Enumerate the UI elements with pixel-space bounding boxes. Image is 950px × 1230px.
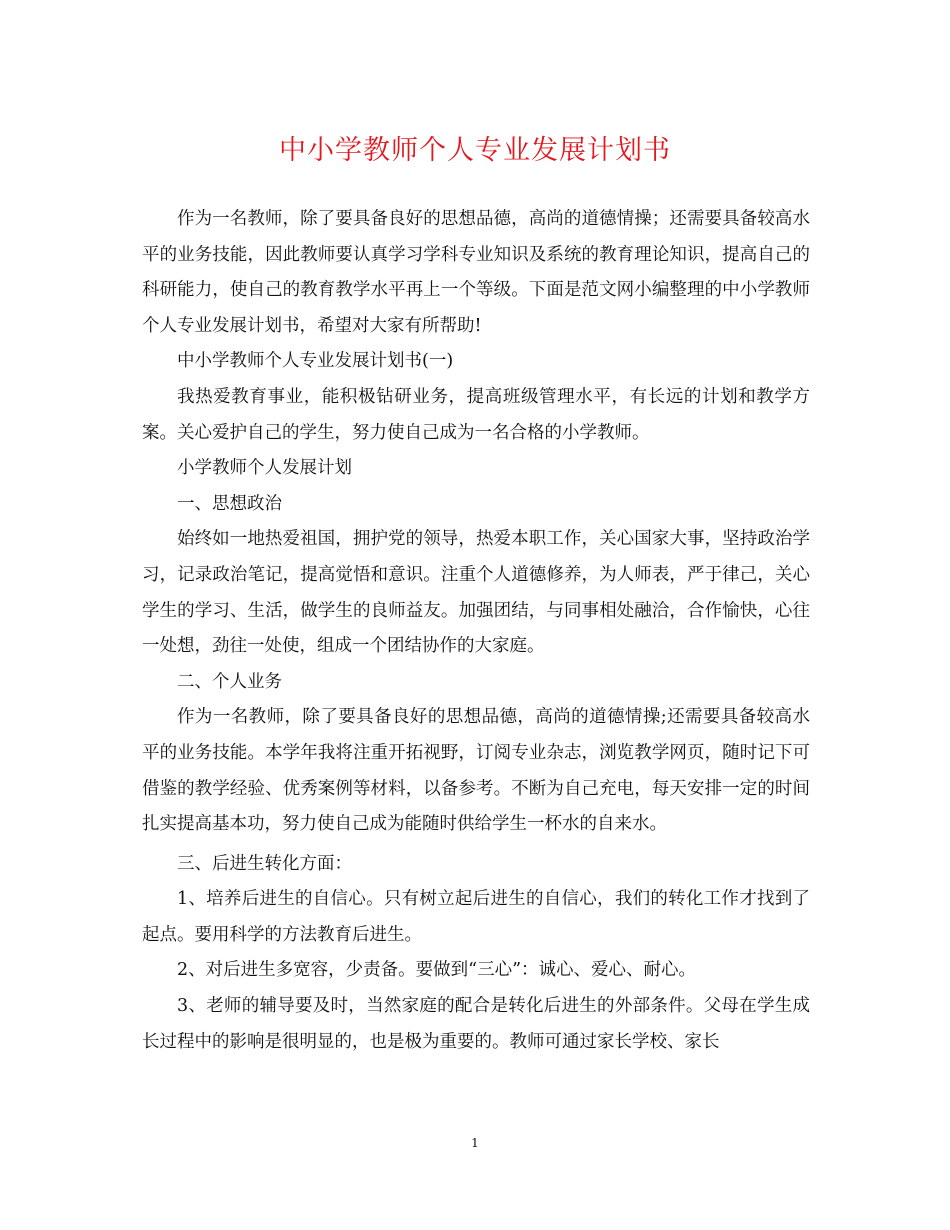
document-body	[142, 202, 810, 1060]
page-number: 1	[471, 1136, 479, 1150]
paragraph: 3、老师的辅导要及时，当然家庭的配合是转化后进生的外部条件。父母在学生成长过程中的影响是很明显的，也是极为重要的。教师可通过家长学校、家长	[142, 996, 810, 1052]
paragraph: 作为一名教师，除了要具备良好的思想品德，高尚的道德情操；还需要具备较高水平的业务技能，因此教师要认真学习学科专业知识及系统的教育理论知识，提高自己的科研能力，使自己的教育教学水平再上一个等级。下面是范文网小编整理的中小学教师个人专业发展计划书，希望对大家有所帮助!	[142, 209, 810, 336]
paragraph: 1、培养后进生的自信心。只有树立起后进生的自信心，我们的转化工作才找到了起点。要用科学的方法教育后进生。	[142, 889, 810, 945]
document-title: 中小学教师个人专业发展计划书	[279, 135, 671, 166]
paragraph: 2、对后进生多宽容，少责备。要做到“三心”：诚心、爱心、耐心。	[177, 960, 697, 981]
paragraph: 小学教师个人发展计划	[177, 458, 352, 479]
paragraph: 始终如一地热爱祖国，拥护党的领导，热爱本职工作，关心国家大事，坚持政治学习，记录政治笔记，提高觉悟和意识。注重个人道德修养，为人师表，严于律己，关心学生的学习、生活，做学生的良师益友。加强团结，与同事相处融洽，合作愉快，心往一处想，劲往一处使，组成一个团结协作的大家庭。	[142, 529, 810, 657]
section-heading: 二、个人业务	[177, 671, 282, 692]
section-heading: 三、后进生转化方面：	[177, 853, 352, 874]
section-heading: 一、思想政治	[177, 493, 282, 514]
paragraph: 中小学教师个人专业发展计划书(一)	[177, 351, 454, 372]
paragraph: 作为一名教师，除了要具备良好的思想品德，高尚的道德情操;还需要具备较高水平的业务技能。本学年我将注重开拓视野，订阅专业杂志，浏览教学网页，随时记下可借鉴的教学经验、优秀案例等材料，以备参考。不断为自己充电，每天安排一定的时间扎实提高基本功，努力使自己成为能随时供给学生一杯水的自来水。	[142, 707, 810, 835]
paragraph: 我热爱教育事业，能积极钻研业务，提高班级管理水平，有长远的计划和教学方案。关心爱护自己的学生，努力使自己成为一名合格的小学教师。	[142, 386, 810, 443]
